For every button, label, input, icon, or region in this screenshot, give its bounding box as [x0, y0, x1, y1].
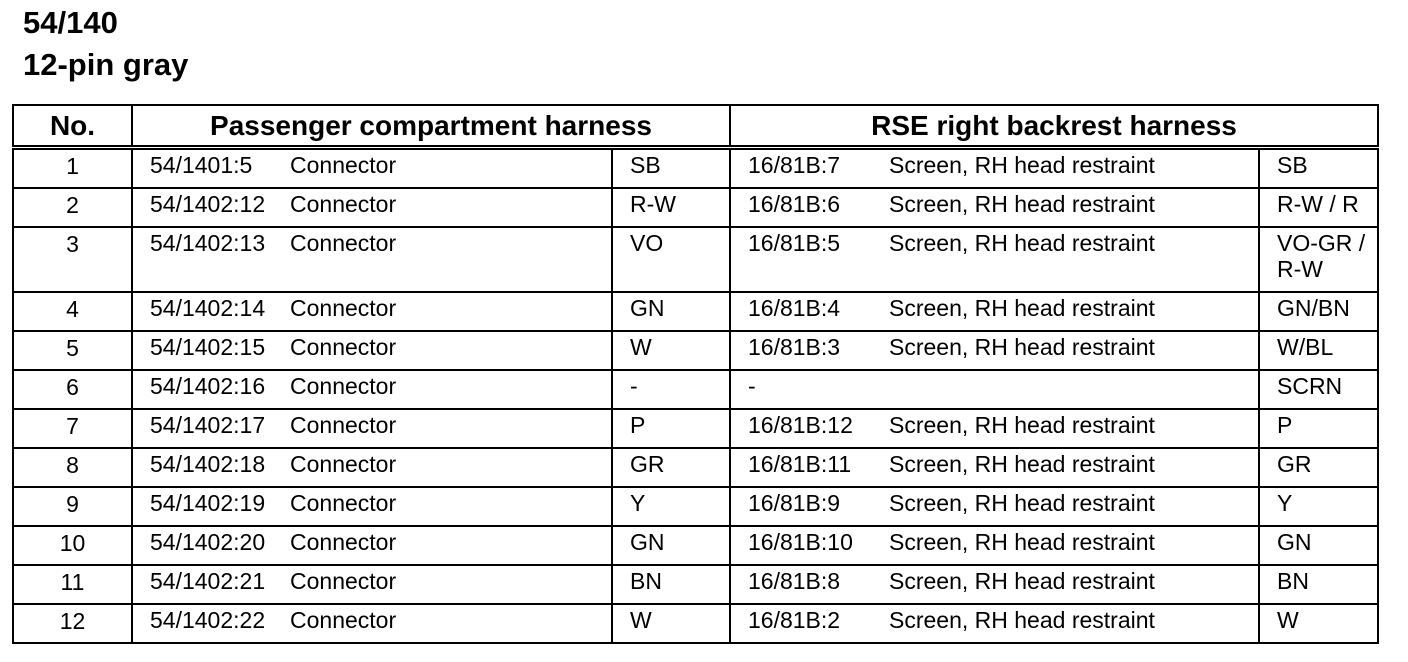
passenger-harness-cell — [132, 370, 612, 409]
rse-terminal: 16/81B:10 — [748, 529, 853, 555]
rse-terminal: 16/81B:9 — [748, 490, 841, 516]
rse-harness-cell — [730, 331, 1259, 370]
table-row — [13, 331, 1378, 370]
rse-description: Screen, RH head restraint — [889, 230, 1155, 256]
table-row — [13, 448, 1378, 487]
table-row — [13, 409, 1378, 448]
rse-description: Screen, RH head restraint — [889, 490, 1155, 516]
rse-harness-cell — [730, 227, 1259, 292]
passenger-wire-color: GN — [612, 526, 730, 565]
passenger-wire-color: W — [612, 331, 730, 370]
passenger-wire-color: - — [612, 370, 730, 409]
passenger-terminal: 54/1402:14 — [150, 295, 266, 321]
passenger-terminal: 54/1402:16 — [150, 373, 266, 399]
table-header-row — [13, 105, 1378, 148]
rse-description: Screen, RH head restraint — [889, 568, 1155, 594]
passenger-harness-cell — [132, 148, 612, 189]
rse-harness-cell — [730, 487, 1259, 526]
passenger-harness-cell — [132, 565, 612, 604]
passenger-wire-color: SB — [612, 148, 730, 189]
passenger-terminal: 54/1402:12 — [150, 191, 266, 217]
pinout-table — [12, 104, 1379, 644]
rse-harness-cell — [730, 292, 1259, 331]
passenger-description: Connector — [290, 152, 397, 178]
rse-terminal: 16/81B:3 — [748, 334, 841, 360]
passenger-terminal: 54/1402:21 — [150, 568, 266, 594]
passenger-terminal: 54/1402:17 — [150, 412, 266, 438]
passenger-harness-cell — [132, 448, 612, 487]
passenger-description: Connector — [290, 295, 397, 321]
passenger-wire-color: P — [612, 409, 730, 448]
header-no: No. — [13, 105, 132, 148]
passenger-description: Connector — [290, 607, 397, 633]
passenger-description: Connector — [290, 334, 397, 360]
passenger-terminal: 54/1401:5 — [150, 152, 253, 178]
rse-description: Screen, RH head restraint — [889, 152, 1155, 178]
passenger-terminal: 54/1402:15 — [150, 334, 266, 360]
passenger-terminal: 54/1402:13 — [150, 230, 266, 256]
pin-number: 10 — [13, 526, 132, 565]
rse-wire-color: W — [1259, 604, 1378, 643]
rse-terminal: 16/81B:4 — [748, 295, 841, 321]
rse-wire-color: VO-GR / R-W — [1259, 227, 1378, 292]
pin-number: 3 — [13, 227, 132, 292]
passenger-wire-color: R-W — [612, 188, 730, 227]
rse-wire-color: R-W / R — [1259, 188, 1378, 227]
rse-terminal: 16/81B:12 — [748, 412, 853, 438]
rse-wire-color: SCRN — [1259, 370, 1378, 409]
pin-number: 7 — [13, 409, 132, 448]
rse-wire-color: GN/BN — [1259, 292, 1378, 331]
table-row — [13, 604, 1378, 643]
rse-terminal: 16/81B:5 — [748, 230, 841, 256]
passenger-description: Connector — [290, 191, 397, 217]
rse-terminal: 16/81B:11 — [748, 451, 852, 477]
table-row — [13, 292, 1378, 331]
rse-terminal: 16/81B:8 — [748, 568, 841, 594]
rse-harness-cell — [730, 409, 1259, 448]
rse-description: Screen, RH head restraint — [889, 529, 1155, 555]
rse-wire-color: SB — [1259, 148, 1378, 189]
table-row — [13, 227, 1378, 292]
rse-harness-cell — [730, 370, 1259, 409]
passenger-wire-color: GN — [612, 292, 730, 331]
pin-number: 9 — [13, 487, 132, 526]
passenger-description: Connector — [290, 490, 397, 516]
passenger-harness-cell — [132, 227, 612, 292]
rse-harness-cell — [730, 565, 1259, 604]
passenger-terminal: 54/1402:19 — [150, 490, 266, 516]
rse-description: Screen, RH head restraint — [889, 191, 1155, 217]
passenger-harness-cell — [132, 487, 612, 526]
rse-wire-color: P — [1259, 409, 1378, 448]
rse-harness-cell — [730, 188, 1259, 227]
table-row — [13, 148, 1378, 189]
table-row — [13, 188, 1378, 227]
passenger-wire-color: BN — [612, 565, 730, 604]
rse-wire-color: BN — [1259, 565, 1378, 604]
rse-description: Screen, RH head restraint — [889, 451, 1155, 477]
passenger-description: Connector — [290, 373, 397, 399]
pin-number: 11 — [13, 565, 132, 604]
passenger-terminal: 54/1402:22 — [150, 607, 266, 633]
passenger-harness-cell — [132, 604, 612, 643]
pin-number: 2 — [13, 188, 132, 227]
pin-number: 4 — [13, 292, 132, 331]
passenger-wire-color: Y — [612, 487, 730, 526]
rse-terminal: 16/81B:7 — [748, 152, 841, 178]
rse-terminal: 16/81B:2 — [748, 607, 841, 633]
passenger-wire-color: W — [612, 604, 730, 643]
passenger-harness-cell — [132, 292, 612, 331]
connector-id-title: 54/140 — [23, 5, 118, 40]
header-rse-harness: RSE right backrest harness — [730, 105, 1378, 148]
rse-wire-color: Y — [1259, 487, 1378, 526]
rse-harness-cell — [730, 148, 1259, 189]
passenger-harness-cell — [132, 331, 612, 370]
passenger-harness-cell — [132, 409, 612, 448]
passenger-terminal: 54/1402:20 — [150, 529, 266, 555]
rse-harness-cell — [730, 526, 1259, 565]
pin-number: 5 — [13, 331, 132, 370]
connector-type-subtitle: 12-pin gray — [23, 47, 189, 82]
passenger-harness-cell — [132, 526, 612, 565]
passenger-terminal: 54/1402:18 — [150, 451, 266, 477]
pin-number: 12 — [13, 604, 132, 643]
passenger-description: Connector — [290, 412, 397, 438]
table-row — [13, 370, 1378, 409]
passenger-wire-color: GR — [612, 448, 730, 487]
rse-terminal: 16/81B:6 — [748, 191, 841, 217]
rse-description: Screen, RH head restraint — [889, 295, 1155, 321]
rse-wire-color: GN — [1259, 526, 1378, 565]
header-passenger-harness: Passenger compartment harness — [132, 105, 730, 148]
passenger-description: Connector — [290, 568, 397, 594]
passenger-description: Connector — [290, 451, 397, 477]
rse-harness-cell — [730, 604, 1259, 643]
passenger-description: Connector — [290, 230, 397, 256]
pin-number: 6 — [13, 370, 132, 409]
rse-description: Screen, RH head restraint — [889, 412, 1155, 438]
passenger-wire-color: VO — [612, 227, 730, 292]
rse-description: Screen, RH head restraint — [889, 607, 1155, 633]
pin-number: 8 — [13, 448, 132, 487]
rse-terminal: - — [748, 373, 756, 399]
rse-description: Screen, RH head restraint — [889, 334, 1155, 360]
rse-harness-cell — [730, 448, 1259, 487]
rse-wire-color: GR — [1259, 448, 1378, 487]
passenger-harness-cell — [132, 188, 612, 227]
rse-wire-color: W/BL — [1259, 331, 1378, 370]
table-row — [13, 565, 1378, 604]
pin-number: 1 — [13, 148, 132, 189]
passenger-description: Connector — [290, 529, 397, 555]
table-row — [13, 487, 1378, 526]
table-row — [13, 526, 1378, 565]
